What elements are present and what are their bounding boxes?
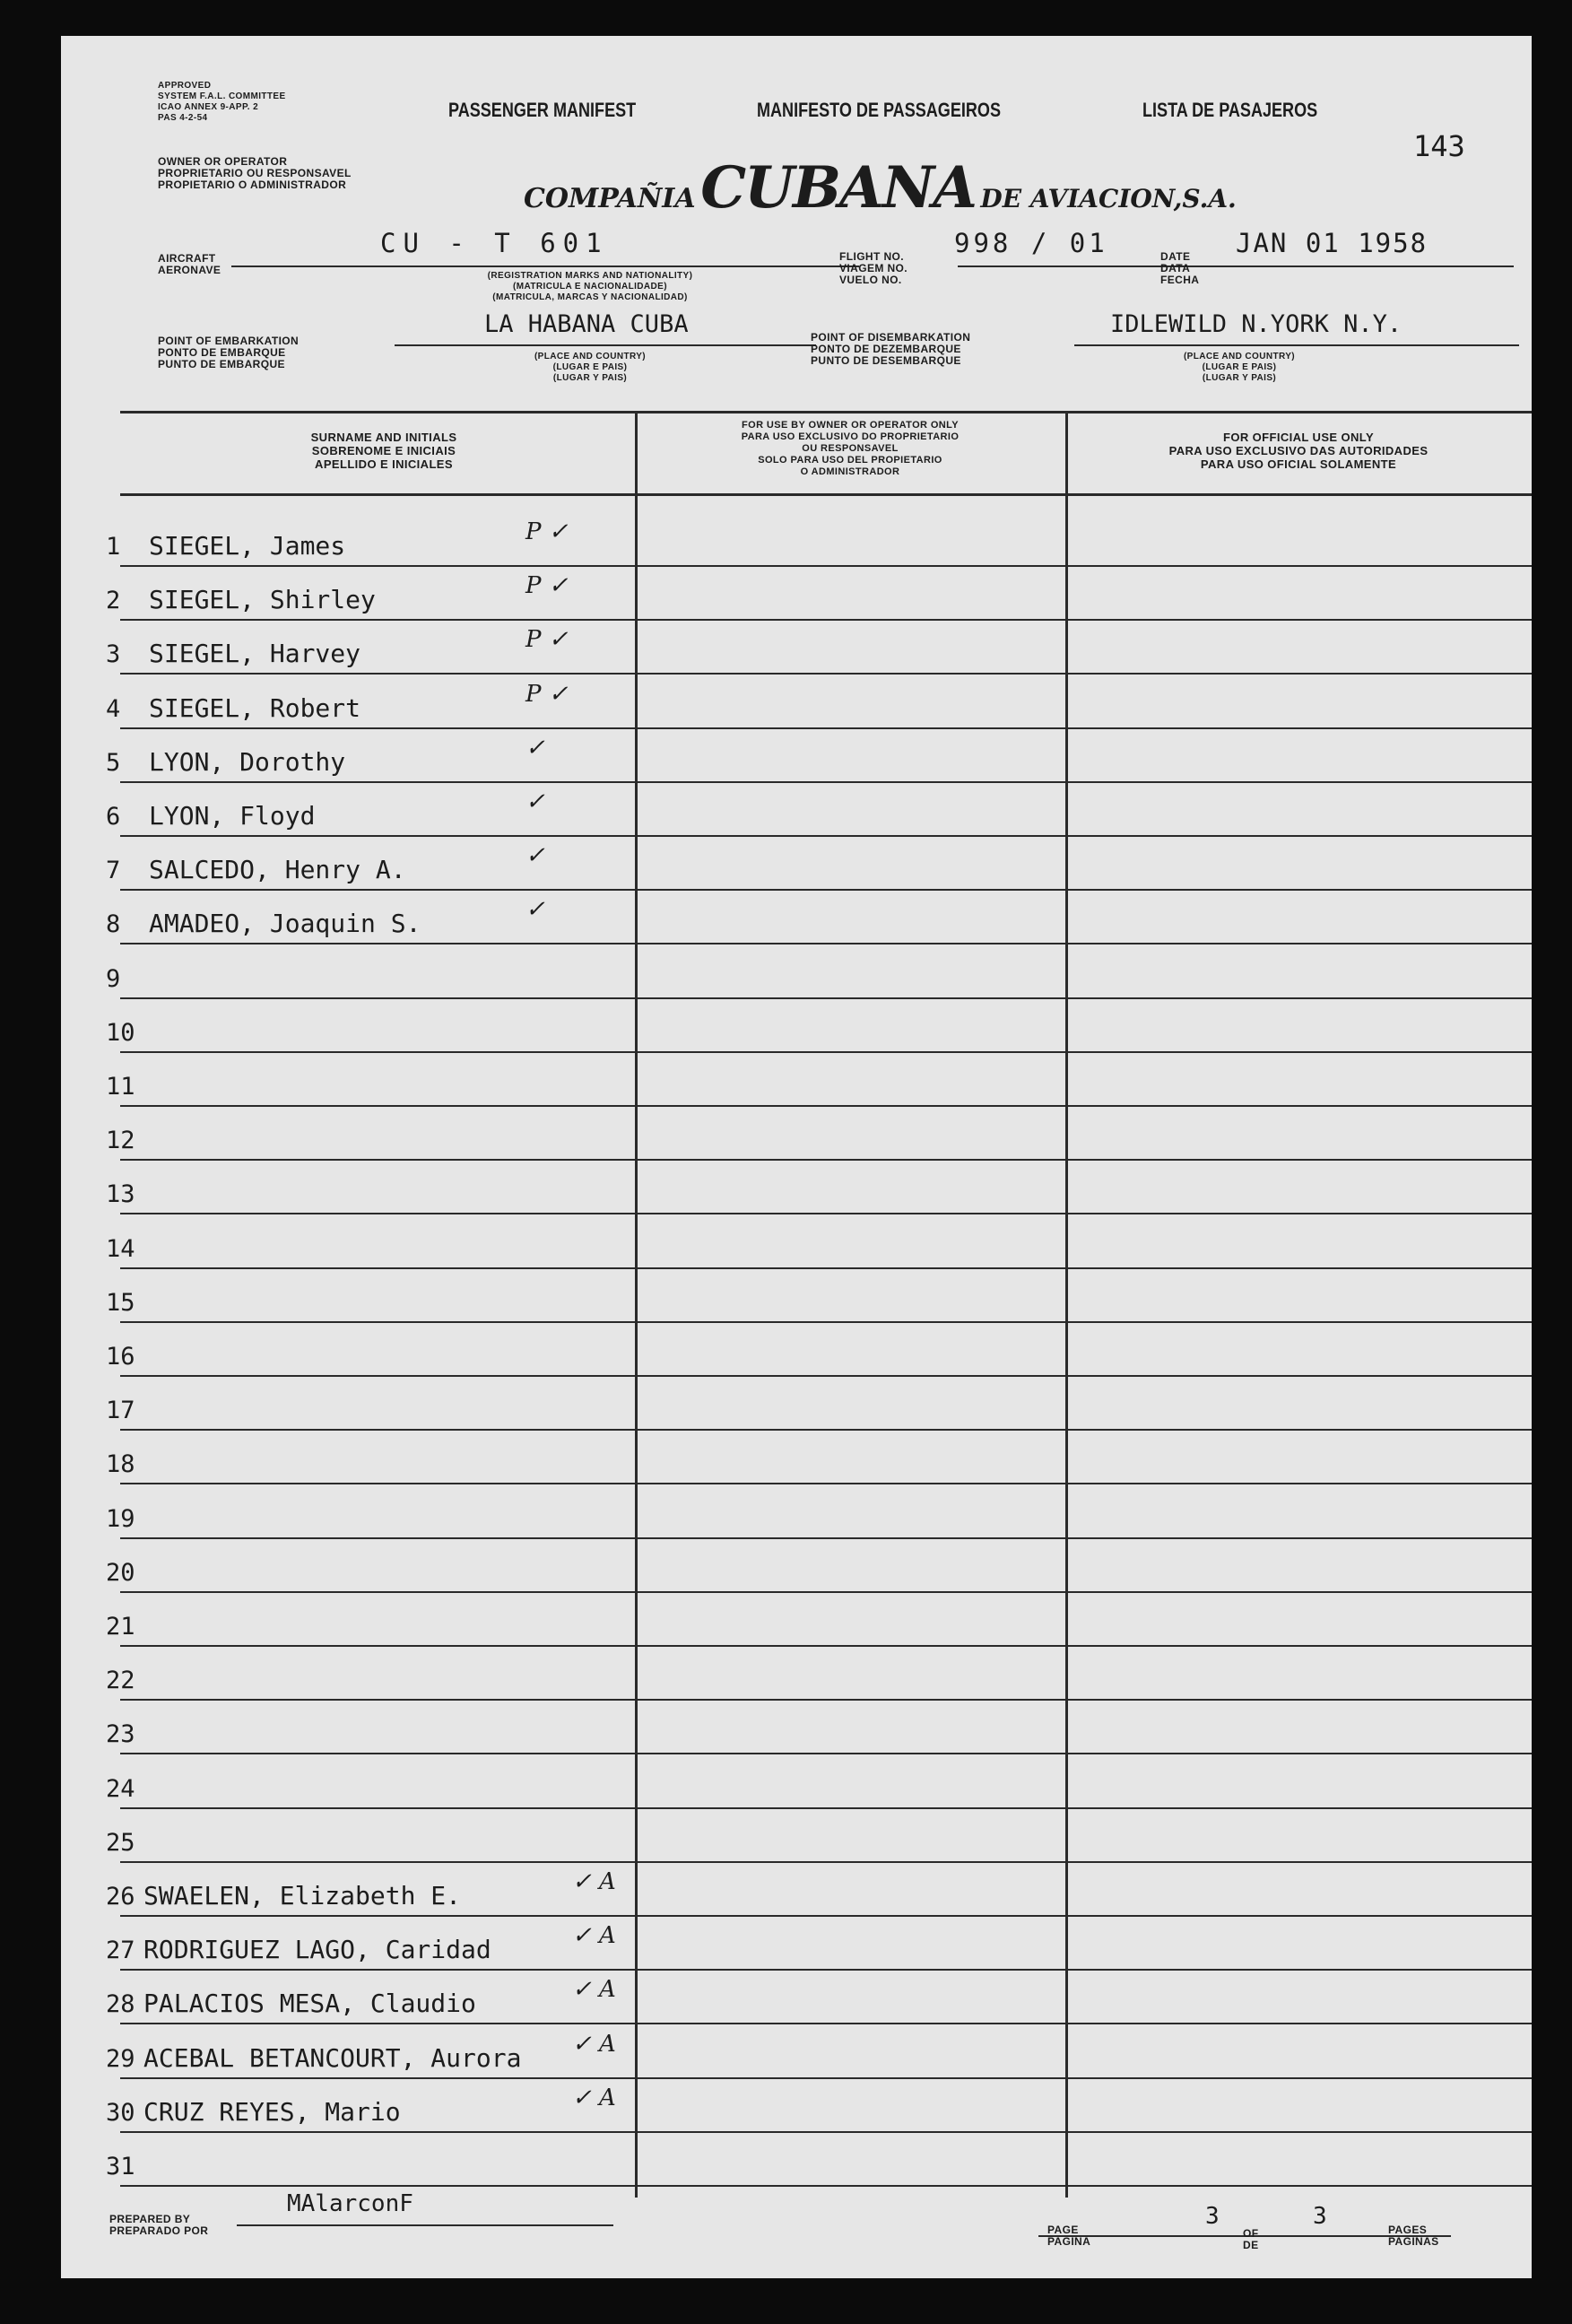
title-manifesto-passageiros: MANIFESTO DE PASSAGEIROS [757, 99, 1001, 121]
pages-label-en: PAGES [1388, 2224, 1428, 2236]
column-header-surname [142, 431, 626, 471]
row-number: 15 [106, 1288, 135, 1317]
row-rule [120, 1267, 1532, 1269]
passenger-name: SIEGEL, James [149, 531, 346, 561]
column-header-owner-line: O ADMINISTRADOR [800, 466, 900, 477]
page-label-es: PAGINA [1047, 2235, 1091, 2248]
approval-line: PAS 4-2-54 [158, 113, 208, 123]
prepared-by-label-es: PREPARADO POR [109, 2224, 209, 2237]
page-stamp-number: 143 [1413, 129, 1465, 163]
pages-label [1388, 2224, 1439, 2248]
date-label-en: DATE [1160, 250, 1191, 263]
check-mark: ✓ [525, 734, 545, 762]
row-number: 25 [106, 1828, 135, 1857]
check-mark: P ✓ [525, 572, 569, 600]
row-number: 22 [106, 1667, 135, 1695]
row-number: 17 [106, 1397, 135, 1425]
flight-label-pt: VIAGEM NO. [839, 262, 908, 274]
row-rule [120, 2185, 1532, 2187]
passenger-name: PALACIOS MESA, Claudio [143, 1989, 476, 2019]
column-header-official-en: FOR OFFICIAL USE ONLY [1222, 431, 1375, 444]
check-mark: ✓ [525, 842, 545, 870]
row-number: 27 [106, 1937, 135, 1965]
disembarkation-label [811, 332, 970, 367]
row-rule [120, 673, 1532, 675]
column-header-surname-es: APELLIDO E INICIALES [315, 457, 453, 471]
date-label-pt: DATA [1160, 262, 1191, 274]
passenger-name: LYON, Floyd [149, 801, 316, 831]
row-rule [120, 2023, 1532, 2024]
row-number: 11 [106, 1073, 135, 1101]
date-underline [1218, 265, 1514, 267]
aircraft-label-pt: AERONAVE [158, 264, 221, 276]
page-current: 3 [1205, 2203, 1220, 2230]
check-mark: P ✓ [525, 626, 569, 654]
row-number: 8 [106, 910, 121, 939]
approval-line: SYSTEM F.A.L. COMMITTEE [158, 91, 286, 101]
row-rule [120, 2131, 1532, 2133]
passenger-name: ACEBAL BETANCOURT, Aurora [143, 2042, 522, 2073]
aircraft-value: CU - T 601 [380, 228, 609, 258]
check-mark: ✓ A [572, 2084, 616, 2111]
passenger-name: SIEGEL, Shirley [149, 585, 376, 615]
row-number: 30 [106, 2098, 135, 2127]
check-mark: ✓ [525, 788, 545, 815]
passenger-name: AMADEO, Joaquin S. [149, 909, 421, 939]
owner-label-es: PROPIETARIO O ADMINISTRADOR [158, 178, 347, 191]
passenger-name: SIEGEL, Harvey [149, 639, 361, 669]
row-number: 10 [106, 1018, 135, 1047]
row-number: 31 [106, 2153, 135, 2180]
check-mark: ✓ A [572, 1868, 616, 1895]
approval-line: APPROVED [158, 81, 212, 91]
check-mark: P ✓ [525, 680, 569, 708]
disembarkation-sublabel-en: (PLACE AND COUNTRY) [1183, 352, 1296, 361]
row-rule [120, 2077, 1532, 2079]
check-mark: ✓ [525, 896, 545, 924]
row-rule [120, 1213, 1532, 1214]
row-number: 1 [106, 533, 121, 561]
disembarkation-sublabels [1123, 352, 1356, 384]
embarkation-underline [395, 344, 816, 346]
row-number: 16 [106, 1343, 135, 1371]
column-header-owner-line: SOLO PARA USO DEL PROPIETARIO [758, 455, 942, 466]
aircraft-label [158, 253, 221, 276]
row-number: 28 [106, 1990, 135, 2019]
column-header-surname-en: SURNAME AND INITIALS [310, 431, 457, 444]
owner-label-en: OWNER OR OPERATOR [158, 155, 288, 168]
row-number: 9 [106, 964, 121, 993]
row-number: 6 [106, 803, 121, 831]
column-header-official-es: PARA USO OFICIAL SOLAMENTE [1200, 457, 1397, 471]
embarkation-sublabels [473, 352, 707, 384]
column-header-official-pt: PARA USO EXCLUSIVO DAS AUTORIDADES [1168, 444, 1429, 457]
passenger-name: LYON, Dorothy [149, 746, 346, 777]
passenger-name: SIEGEL, Robert [149, 692, 361, 723]
check-mark: P ✓ [525, 518, 569, 545]
row-number: 20 [106, 1558, 135, 1587]
aircraft-underline [231, 265, 859, 267]
company-name [524, 154, 1237, 222]
prepared-by-label [109, 2214, 208, 2237]
page-of-label [1243, 2228, 1258, 2251]
title-passenger-manifest: PASSENGER MANIFEST [448, 99, 637, 121]
prepared-by-underline [237, 2224, 613, 2226]
column-header-owner-line: OU RESPONSAVEL [802, 443, 899, 454]
check-mark: ✓ A [572, 1976, 616, 2004]
passenger-name: RODRIGUEZ LAGO, Caridad [143, 1935, 491, 1965]
row-rule [120, 1429, 1532, 1431]
embarkation-label-pt: PONTO DE EMBARQUE [158, 346, 286, 359]
row-rule [120, 565, 1532, 567]
row-rule [120, 727, 1532, 729]
prepared-by-label-en: PREPARED BY [109, 2213, 191, 2225]
embarkation-sublabel-pt: (LUGAR E PAIS) [552, 362, 628, 372]
row-rule [120, 997, 1532, 999]
column-divider-1 [635, 411, 638, 2198]
row-number: 18 [106, 1450, 135, 1479]
embarkation-sublabel-es: (LUGAR Y PAIS) [552, 373, 628, 383]
passenger-name: SWAELEN, Elizabeth E. [143, 1881, 462, 1911]
table-header-rule [120, 493, 1532, 496]
page-label-en: PAGE [1047, 2224, 1079, 2236]
row-rule [120, 1051, 1532, 1053]
disembarkation-label-en: POINT OF DISEMBARKATION [811, 331, 971, 344]
row-rule [120, 1159, 1532, 1161]
manifest-sheet [61, 36, 1532, 2278]
row-rule [120, 619, 1532, 621]
row-number: 14 [106, 1234, 135, 1263]
row-rule [120, 835, 1532, 837]
flight-label-es: VUELO NO. [839, 274, 902, 286]
aircraft-sublabel-pt: (MATRICULA E NACIONALIDADE) [513, 282, 667, 292]
disembarkation-label-pt: PONTO DE DEZEMBARQUE [811, 343, 961, 355]
aircraft-sublabel-es: (MATRICULA, MARCAS Y NACIONALIDAD) [492, 292, 688, 302]
date-value: JAN 01 1958 [1236, 228, 1429, 258]
approval-line: ICAO ANNEX 9-APP. 2 [158, 102, 259, 112]
title-lista-pasajeros: LISTA DE PASAJEROS [1142, 99, 1318, 121]
row-rule [120, 1645, 1532, 1647]
row-number: 26 [106, 1883, 135, 1911]
page-of-label-es: DE [1243, 2239, 1259, 2251]
row-rule [120, 1807, 1532, 1809]
owner-label-pt: PROPRIETARIO OU RESPONSAVEL [158, 167, 352, 179]
row-rule [120, 1753, 1532, 1754]
owner-label [158, 156, 352, 191]
row-rule [120, 889, 1532, 891]
row-number: 13 [106, 1180, 135, 1209]
row-number: 5 [106, 748, 121, 777]
disembarkation-value: IDLEWILD N.YORK N.Y. [1110, 310, 1403, 338]
row-number: 2 [106, 587, 121, 615]
row-number: 23 [106, 1720, 135, 1749]
row-rule [120, 1537, 1532, 1539]
row-number: 12 [106, 1127, 135, 1155]
check-mark: ✓ A [572, 2030, 616, 2058]
check-mark: ✓ A [572, 1922, 616, 1950]
disembarkation-sublabel-es: (LUGAR Y PAIS) [1202, 373, 1277, 383]
date-label [1160, 251, 1199, 286]
company-prefix: COMPAÑIA [524, 183, 696, 214]
row-rule [120, 1699, 1532, 1701]
row-rule [120, 1915, 1532, 1917]
aircraft-sublabels [384, 271, 796, 303]
date-label-es: FECHA [1160, 274, 1200, 286]
passenger-name: CRUZ REYES, Mario [143, 2096, 401, 2127]
disembarkation-underline [1074, 344, 1519, 346]
flight-value: 998 / 01 [954, 228, 1108, 258]
flight-label [839, 251, 908, 286]
row-rule [120, 943, 1532, 944]
disembarkation-sublabel-pt: (LUGAR E PAIS) [1202, 362, 1277, 372]
row-rule [120, 1321, 1532, 1323]
column-header-surname-pt: SOBRENOME E INICIAIS [311, 444, 456, 457]
company-main: CUBANA [700, 154, 976, 222]
approval-stamp [158, 81, 286, 124]
embarkation-label-en: POINT OF EMBARKATION [158, 335, 300, 347]
row-number: 7 [106, 857, 121, 885]
column-header-official-use [1074, 431, 1523, 471]
flight-label-en: FLIGHT NO. [839, 250, 904, 263]
row-number: 29 [106, 2044, 135, 2073]
company-suffix: DE AVIACION,S.A. [980, 184, 1237, 213]
row-number: 19 [106, 1504, 135, 1533]
passenger-name: SALCEDO, Henry A. [149, 855, 406, 885]
row-rule [120, 1861, 1532, 1863]
aircraft-label-en: AIRCRAFT [158, 252, 216, 265]
embarkation-label-es: PUNTO DE EMBARQUE [158, 358, 285, 370]
column-header-owner-line: PARA USO EXCLUSIVO DO PROPRIETARIO [741, 431, 960, 442]
row-number: 24 [106, 1774, 135, 1803]
embarkation-label [158, 335, 299, 370]
embarkation-value: LA HABANA CUBA [484, 310, 689, 338]
page-label [1047, 2224, 1090, 2248]
row-rule [120, 1105, 1532, 1107]
column-divider-2 [1065, 411, 1068, 2198]
column-header-owner-line: FOR USE BY OWNER OR OPERATOR ONLY [742, 420, 959, 431]
row-number: 4 [106, 694, 121, 723]
prepared-by-value: MAlarconF [287, 2190, 413, 2217]
pages-label-es: PAGINAS [1388, 2235, 1439, 2248]
aircraft-sublabel-en: (REGISTRATION MARKS AND NATIONALITY) [487, 271, 693, 281]
row-number: 21 [106, 1613, 135, 1641]
row-rule [120, 1483, 1532, 1484]
page-total: 3 [1313, 2203, 1327, 2230]
row-rule [120, 1969, 1532, 1971]
row-rule [120, 781, 1532, 783]
embarkation-sublabel-en: (PLACE AND COUNTRY) [534, 352, 647, 361]
column-header-owner-use [644, 420, 1056, 478]
row-rule [120, 1375, 1532, 1377]
table-top-rule [120, 411, 1532, 413]
disembarkation-label-es: PUNTO DE DESEMBARQUE [811, 354, 961, 367]
row-rule [120, 1591, 1532, 1593]
page-of-label-en: OF [1243, 2227, 1259, 2240]
row-number: 3 [106, 640, 121, 669]
